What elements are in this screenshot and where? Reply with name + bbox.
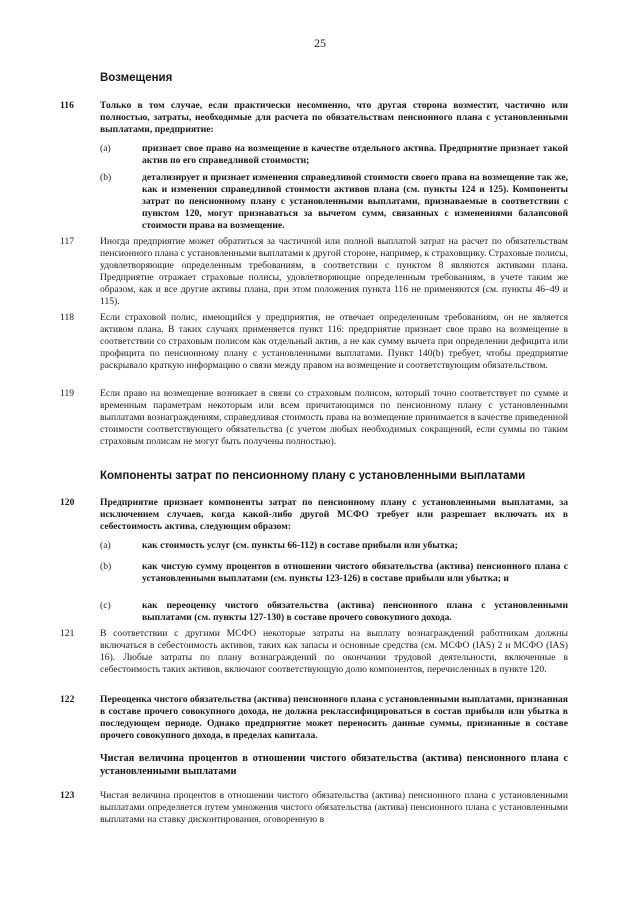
- paragraph-120: Предприятие признает компоненты затрат по пенсионному плану с установленными выплатами, за исключением случаев, когда какой-либо другой МСФО требует или разрешает включать их в себестоимость актива, следующим образом:: [100, 497, 568, 532]
- item-120b: как чистую сумму процентов в отношении чистого обязательства (актива) пенсионного плана с установленными выплатами (см. пункты 123-126) в составе прибыли или убытка; и: [142, 561, 568, 584]
- item-120a: как стоимость услуг (см. пункты 66-112) в составе прибыли или убытка;: [142, 540, 458, 551]
- item-label-120b: (b): [100, 561, 112, 572]
- paragraph-118: Если страховой полис, имеющийся у предприятия, не отвечает определенным требованиям, он не является активом плана. В таких случаях применяется пункт 116: предприятие признает свое право на возмещение в соответствии со страховым полисом как отдельный актив, а не как сумму вычета при определении дефицита или профицита по пенсионному плану с установленными выплатами. Пункт 140(b) требует, чтобы предприятие раскрывало краткую информацию о связи между правом на возмещение и соответствующим обязательством.: [100, 312, 568, 371]
- section-heading-reimbursements: Возмещения: [100, 72, 173, 84]
- item-label-116b: (b): [100, 172, 112, 183]
- page-number: 25: [314, 36, 326, 50]
- paragraph-number-118: 118: [60, 312, 75, 323]
- paragraph-119: Если право на возмещение возникает в связи со страховым полисом, который точно соответствует по сумме и временным параметрам некоторым или всем причитающимся по пенсионному плану с установленными выплатами вознаграждениям, справедливая стоимость права на возмещение принимается в качестве приведенной стоимости соответствующего обязательства (с учетом любых необходимых сокращений, если суммы по таким страховым полисам не могут быть получены полностью).: [100, 388, 568, 447]
- paragraph-117: Иногда предприятие может обратиться за частичной или полной выплатой затрат на расчет по обязательствам пенсионного плана с установленными выплатами к другой стороне, например, к страховщику. Страховые полисы, удовлетворяющие определенным требованиям, в соответствии с пунктом 8 являются активами плана. Предприятие отражает страховые полисы, удовлетворяющие определенным требованиям, в учете таким же образом, как и все другие активы плана, при этом положения пункта 116 не применяются (см. пункты 46–49 и 115).: [100, 236, 568, 307]
- item-120c: как переоценку чистого обязательства (актива) пенсионного плана с установленными выплатами (см. пункты 127-130) в составе прочего совокупного дохода.: [142, 600, 568, 623]
- paragraph-number-116: 116: [60, 100, 74, 111]
- paragraph-number-121: 121: [60, 628, 75, 639]
- paragraph-121: В соответствии с другими МСФО некоторые затраты на выплату вознаграждений работникам должны включаться в себестоимость активов, таких как запасы и основные средства (см. МСФО (IAS) 2 и МСФО (IAS) 16). Любые затраты по плану вознаграждений по окончании трудовой деятельности, включенные в себестоимость таких активов, включают соответствующую долю компонентов, перечисленных в пункте 120.: [100, 628, 568, 675]
- subheading-net-interest: Чистая величина процентов в отношении чистого обязательства (актива) пенсионного плана с установленными выплатами: [100, 753, 568, 777]
- section-heading-cost-components: Компоненты затрат по пенсионному плану с установленными выплатами: [100, 470, 526, 482]
- item-label-120a: (a): [100, 540, 111, 551]
- paragraph-number-123: 123: [60, 790, 75, 801]
- paragraph-number-122: 122: [60, 694, 75, 705]
- item-116b: детализирует и признает изменения справедливой стоимости своего права на возмещение так же, как и изменения справедливой стоимости активов плана (см. пункты 124 и 125). Компоненты затрат по пенсионному плану с установленными выплатами, признаваемые в соответствии с пунктом 120, могут признаваться за вычетом сумм, связанных с изменениями балансовой стоимости права на возмещение.: [142, 172, 568, 231]
- item-label-120c: (c): [100, 600, 111, 611]
- paragraph-number-117: 117: [60, 236, 75, 247]
- paragraph-123: Чистая величина процентов в отношении чистого обязательства (актива) пенсионного плана с установленными выплатами определяется путем умножения чистого обязательства (актива) пенсионного плана с установленными выплатами на ставку дисконтирования, оговоренную в: [100, 790, 568, 825]
- paragraph-122: Переоценка чистого обязательства (актива) пенсионного плана с установленными выплатами, признанная в составе прочего совокупного дохода, не должна реклассифицироваться в состав прибыли или убытка в последующем периоде. Однако предприятие может переносить данные суммы, признанные в составе прочего совокупного дохода, в пределах капитала.: [100, 694, 568, 741]
- paragraph-number-119: 119: [60, 388, 75, 399]
- item-116a: признает свое право на возмещение в качестве отдельного актива. Предприятие признает такой актив по его справедливой стоимости;: [142, 143, 568, 166]
- item-label-116a: (a): [100, 143, 111, 154]
- paragraph-116: Только в том случае, если практически несомненно, что другая сторона возместит, частично или полностью, затраты, необходимые для расчета по обязательствам пенсионного плана с установленными выплатами, предприятие:: [100, 100, 568, 135]
- paragraph-number-120: 120: [60, 497, 75, 508]
